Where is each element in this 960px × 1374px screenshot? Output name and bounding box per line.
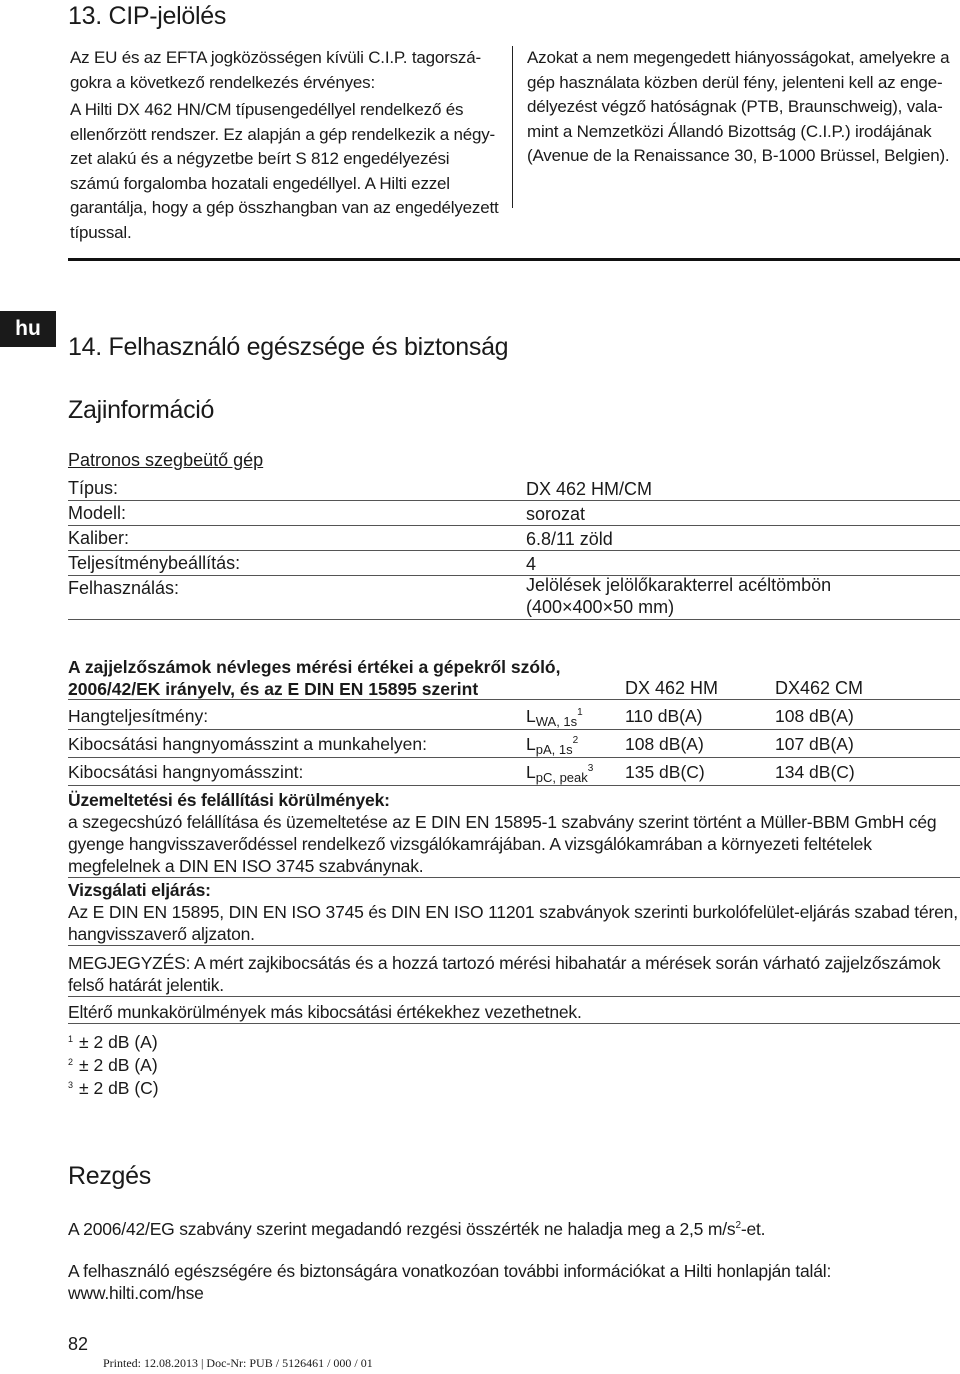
footnote-3 <box>68 1074 159 1099</box>
footnote-number: 2 <box>68 1057 74 1067</box>
noise-row-sound-power <box>68 703 960 730</box>
spec-row-power <box>68 551 960 576</box>
noise-table-title-line-2: 2006/42/EK irányelv, és az E DIN EN 15895 szerint <box>68 679 479 699</box>
operating-heading: Üzemeltetési és felállítási körülmények: <box>68 790 390 810</box>
language-tab: hu <box>0 311 56 347</box>
footnote-number: 3 <box>68 1080 74 1090</box>
noise-value-hm: 135 dB(C) <box>625 762 705 782</box>
noise-row-label: Kibocsátási hangnyomásszint a munkahelyen: <box>68 734 427 754</box>
noise-row-symbol <box>526 706 583 729</box>
spec-row-type <box>68 476 960 501</box>
noise-info-heading: Zajinformáció <box>68 396 215 424</box>
symbol-subscript: pC, peak <box>535 770 588 785</box>
footnote-text: ± 2 dB (A) <box>79 1032 158 1052</box>
page-number: 82 <box>68 1334 89 1354</box>
symbol-footnote-ref: 3 <box>587 763 594 774</box>
spec-value-line-1: Jelölések jelölőkarakterrel acéltömbön <box>526 575 832 595</box>
cip-left-paragraph-2: A Hilti DX 462 HN/CM típusengedéllyel rendelkező és ellenőrzött rendszer. Ez alapján a gép rendelkezik a négyzet alakú és a négyzetbe beírt S 812 engedélyezési számú forgalomba hozatali engedéllyel. A Hilti ezzel garantálja, hogy a gép összhangban van az engedélyezett típussal. <box>70 100 499 242</box>
spec-value: sorozat <box>526 504 586 524</box>
spec-value <box>526 574 960 618</box>
spec-value: 4 <box>526 554 537 574</box>
spec-row-usage <box>68 576 960 620</box>
section-divider <box>68 258 960 261</box>
different-conditions-note: Eltérő munkakörülmények más kibocsátási értékekhez vezethetnek. <box>68 1001 960 1024</box>
noise-value-cm: 107 dB(A) <box>775 734 854 754</box>
noise-value-hm: 110 dB(A) <box>625 706 703 726</box>
section-14-title: 14. Felhasználó egészsége és biztonság <box>68 333 509 361</box>
cip-left-column <box>70 46 502 245</box>
cip-left-paragraph-1: Az EU és az EFTA jogközösségen kívüli C.I.P. tagországokra a következő rendelkezés érvényes: <box>70 48 482 92</box>
footnote-text: ± 2 dB (A) <box>79 1055 158 1075</box>
symbol-subscript: pA, 1s <box>535 742 573 757</box>
noise-table-title-line-1: A zajjelzőszámok névleges mérési értékei a gépekről szóló, <box>68 657 561 677</box>
footnote-number: 1 <box>68 1034 74 1044</box>
test-procedure <box>68 879 960 946</box>
noise-row-workplace-pressure <box>68 731 960 758</box>
footnote-1 <box>68 1028 158 1053</box>
symbol-letter: L <box>526 734 536 754</box>
noise-value-hm: 108 dB(A) <box>625 734 704 754</box>
noise-col-header-cm: DX462 CM <box>775 678 864 698</box>
spec-label: Teljesítménybeállítás: <box>68 553 241 573</box>
print-info: Printed: 12.08.2013 | Doc-Nr: PUB / 5126461 / 000 / 01 <box>103 1356 373 1370</box>
vibration-text <box>68 1215 960 1240</box>
vibration-superscript: 2 <box>735 1220 741 1231</box>
operating-text: a szegecshúzó felállítása és üzemeltetése az E DIN EN 15895-1 szabvány szerint történt a Müller-BBM GmbH cég gyenge hangvisszaverődéssel rendelkező vizsgálókamrájában. A vizsgálókamrában a környezeti feltételek megfelelnek a DIN EN ISO 3745 szabványnak. <box>68 812 937 876</box>
column-divider <box>512 46 513 208</box>
test-text: Az E DIN EN 15895, DIN EN ISO 3745 és DIN EN ISO 11201 szabványok szerinti burkolófelület-eljárás szabad téren, hangvisszaverő aljzaton. <box>68 902 958 944</box>
hse-link[interactable]: www.hilti.com/hse <box>68 1283 204 1303</box>
vibration-text-suffix: -et. <box>740 1219 766 1239</box>
spec-value: DX 462 HM/CM <box>526 479 653 499</box>
spec-value-line-2: (400×400×50 mm) <box>526 597 675 617</box>
noise-row-label: Kibocsátási hangnyomásszint: <box>68 762 304 782</box>
symbol-letter: L <box>526 762 536 782</box>
noise-row-symbol <box>526 734 578 757</box>
symbol-letter: L <box>526 706 536 726</box>
spec-row-model <box>68 501 960 526</box>
hse-info <box>68 1260 960 1304</box>
vibration-text-main: A 2006/42/EG szabvány szerint megadandó rezgési összérték ne haladja meg a 2,5 m/s <box>68 1219 736 1239</box>
symbol-footnote-ref: 1 <box>577 707 583 718</box>
noise-row-peak-pressure <box>68 759 960 786</box>
operating-conditions <box>68 789 960 878</box>
cip-right-paragraph: Azokat a nem megengedett hiányosságokat, amelyekre a gép használata közben derül fény, jelenteni kell az engedélyezést végző hatóságnak (PTB, Braunschweig), valamint a Nemzetközi Állandó Bizottság (C.I.P.) irodájának (Avenue de la Renaissance 30, B-1000 Brüssel, Belgien). <box>527 48 950 165</box>
spec-value: 6.8/11 zöld <box>526 529 613 549</box>
spec-label: Felhasználás: <box>68 578 180 598</box>
spec-row-caliber <box>68 526 960 551</box>
tool-heading: Patronos szegbeütő gép <box>68 450 264 470</box>
symbol-subscript: WA, 1s <box>535 714 578 729</box>
spec-label: Típus: <box>68 478 119 498</box>
noise-col-header-hm: DX 462 HM <box>625 678 719 698</box>
noise-row-label: Hangteljesítmény: <box>68 706 209 726</box>
spec-table <box>68 476 960 620</box>
footnote-text: ± 2 dB (C) <box>79 1078 159 1098</box>
section-13-title: 13. CIP-jelölés <box>68 2 227 30</box>
symbol-footnote-ref: 2 <box>572 735 579 746</box>
footnote-2 <box>68 1051 158 1076</box>
hse-info-text: A felhasználó egészségére és biztonságára vonatkozóan további információkat a Hilti honlapján talál: <box>68 1261 832 1281</box>
vibration-heading: Rezgés <box>68 1162 151 1190</box>
noise-value-cm: 134 dB(C) <box>775 762 855 782</box>
measurement-note: MEGJEGYZÉS: A mért zajkibocsátás és a hozzá tartozó mérési hibahatár a mérések során várható zajjelzőszámok felső határát jelentik. <box>68 952 960 997</box>
spec-label: Kaliber: <box>68 528 130 548</box>
spec-label: Modell: <box>68 503 127 523</box>
noise-value-cm: 108 dB(A) <box>775 706 854 726</box>
test-heading: Vizsgálati eljárás: <box>68 880 211 900</box>
noise-row-symbol <box>526 762 593 785</box>
